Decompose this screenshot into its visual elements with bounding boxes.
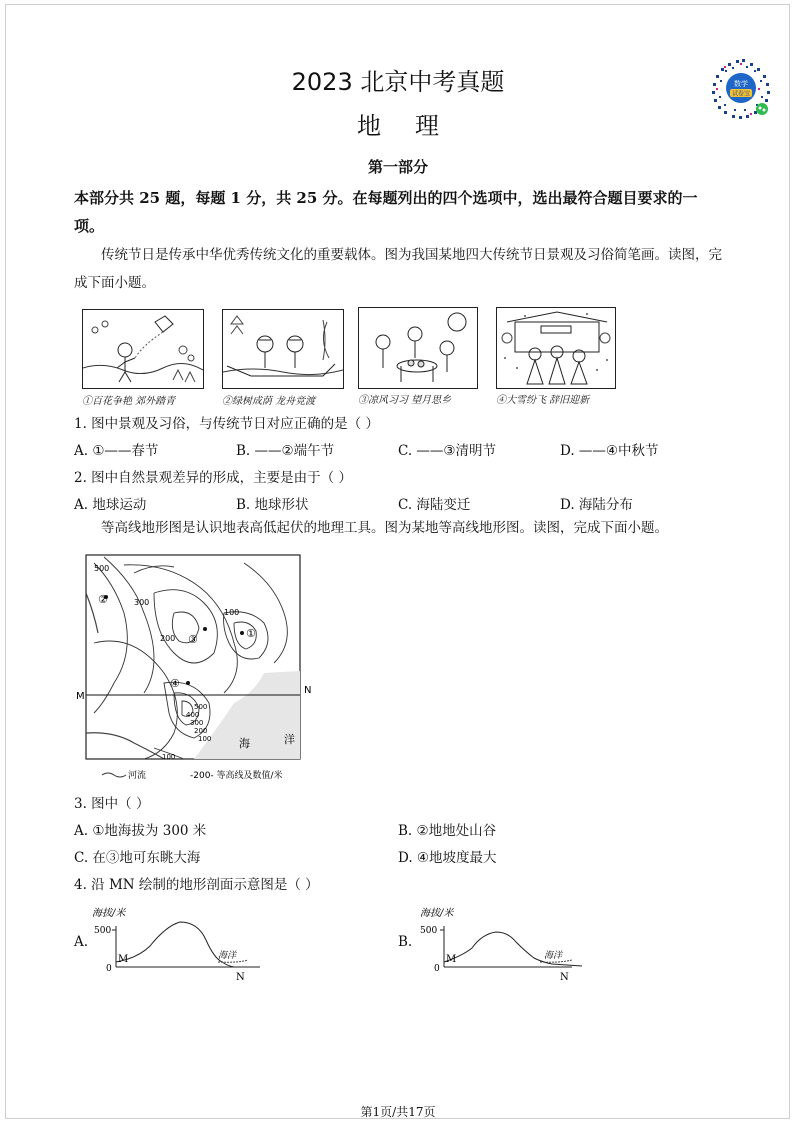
passage-festivals: 传统节日是传承中华优秀传统文化的重要载体。图为我国某地四大传统节日景观及习俗简笔画。读图，完成下面小题。 <box>74 247 722 291</box>
map-label-500: 500 <box>94 564 110 573</box>
map-label-400: 400 <box>186 711 200 719</box>
profile-a-ylabel: 海拔/米 <box>92 908 126 919</box>
profile-a-tick-0: 0 <box>106 964 112 974</box>
profile-a <box>88 900 288 984</box>
map-label-100c: 100 <box>162 753 176 761</box>
part-instructions: 本部分共 25 题，每题 1 分，共 25 分。在每题列出的四个选项中，选出最符合题目要求的一项。 <box>74 189 698 235</box>
q1-option-d[interactable]: D. ——④中秋节 <box>560 443 659 459</box>
qr-label-2: 试卷宝 <box>731 90 751 98</box>
legend-contour: -200- 等高线及数值/米 <box>190 771 283 781</box>
subject-title: 地理 <box>357 112 473 140</box>
festival-caption-3: ③凉风习习 望月思乡 <box>358 395 452 406</box>
part-heading: 第一部分 <box>367 158 428 176</box>
qr-label-1: 数学 <box>734 80 748 88</box>
festival-figure-3 <box>358 307 478 406</box>
map-label-2: ② <box>98 593 108 606</box>
figure-2-drawing <box>222 309 344 389</box>
q1-option-c[interactable]: C. ——③清明节 <box>398 443 497 459</box>
profile-a-n: N <box>236 972 245 983</box>
profile-b-tick-500: 500 <box>420 926 438 936</box>
map-label-100b: 100 <box>198 735 212 743</box>
map-label-m: M <box>76 691 85 702</box>
q1-option-a[interactable]: A. ①——春节 <box>74 443 159 459</box>
map-label-300b: 300 <box>190 719 204 727</box>
map-label-100: 100 <box>224 608 240 617</box>
profile-a-sea: 海洋 <box>218 951 237 961</box>
contour-map <box>74 553 314 783</box>
profile-b-ylabel: 海拔/米 <box>420 908 454 919</box>
festival-caption-1: ①百花争艳 郊外踏青 <box>82 396 176 407</box>
profile-b-n: N <box>560 972 569 983</box>
profile-a-m: M <box>118 954 129 965</box>
q2-option-a[interactable]: A. 地球运动 <box>74 497 147 513</box>
figure-1-drawing <box>82 309 204 389</box>
profile-b <box>412 900 612 984</box>
q2-option-d[interactable]: D. 海陆分布 <box>560 497 633 513</box>
profile-b-tick-0: 0 <box>434 964 440 974</box>
map-label-1: ① <box>246 627 256 640</box>
profile-b-m: M <box>446 954 457 965</box>
map-label-sea: 海 <box>239 737 250 750</box>
map-label-ocean: 洋 <box>284 733 295 746</box>
q3-option-b[interactable]: B. ②地地处山谷 <box>398 823 497 839</box>
festival-caption-4: ④大雪纷飞 辞旧迎新 <box>496 395 590 406</box>
q2-option-b[interactable]: B. 地球形状 <box>236 497 309 513</box>
map-label-200b: 200 <box>194 727 208 735</box>
legend-river-symbol <box>102 773 126 777</box>
passage-contour: 等高线地形图是认识地表高低起伏的地理工具。图为某地等高线地形图。读图，完成下面小题。 <box>101 520 668 536</box>
festival-caption-2: ②绿树成荫 龙舟竞渡 <box>222 396 316 407</box>
profile-a-tick-500: 500 <box>94 926 112 936</box>
question-3-stem: 3. 图中（ ） <box>74 796 150 812</box>
profile-b-sea: 海洋 <box>544 951 563 961</box>
map-label-300: 300 <box>134 598 150 607</box>
page-title: 2023 北京中考真题 <box>291 68 505 96</box>
figure-3-drawing <box>358 307 478 389</box>
question-4-stem: 4. 沿 MN 绘制的地形剖面示意图是（ ） <box>74 877 319 893</box>
festival-figure-1 <box>82 309 204 407</box>
map-label-4: ④ <box>170 677 180 690</box>
figure-4-drawing <box>496 307 616 389</box>
map-label-200: 200 <box>160 634 176 643</box>
q3-option-c[interactable]: C. 在③地可东眺大海 <box>74 850 201 866</box>
map-label-500b: 500 <box>194 703 208 711</box>
festival-figure-4 <box>496 307 616 406</box>
question-1-stem: 1. 图中景观及习俗，与传统节日对应正确的是（ ） <box>74 416 379 432</box>
map-label-3: ③ <box>188 633 198 646</box>
q2-option-c[interactable]: C. 海陆变迁 <box>398 497 471 513</box>
map-label-n: N <box>304 685 312 696</box>
page-footer: 第1页/共17页 <box>360 1105 436 1119</box>
legend-river: 河流 <box>128 771 147 781</box>
q4-option-a[interactable]: A. <box>74 934 89 950</box>
festival-figure-2 <box>222 309 344 407</box>
profile-a-curve <box>116 922 260 967</box>
q4-option-b[interactable]: B. <box>398 934 413 950</box>
q1-option-b[interactable]: B. ——②端午节 <box>236 443 335 459</box>
q3-option-d[interactable]: D. ④地坡度最大 <box>398 850 497 866</box>
question-2-stem: 2. 图中自然景观差异的形成，主要是由于（ ） <box>74 470 352 486</box>
q3-option-a[interactable]: A. ①地海拔为 300 米 <box>74 823 207 839</box>
